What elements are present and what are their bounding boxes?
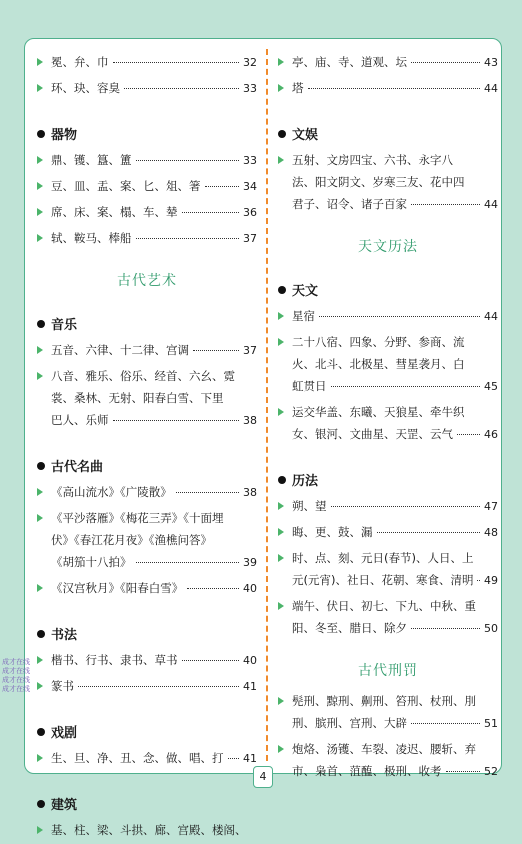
watermark-text: 成才在线 [2,685,30,693]
category-title: 历法 [292,474,319,489]
dot-leader [176,492,239,493]
section-heading: 天文历法 [358,239,418,255]
toc-entry-text: 五射、文房四宝、六书、永字八 [292,153,453,167]
toc-entry[interactable] [37,577,257,600]
toc-entry[interactable] [278,690,498,735]
toc-entry-text: 炮烙、汤镬、车裂、凌迟、腰斩、弃 [292,742,476,756]
dot-leader [446,771,481,772]
category-title: 天文 [292,284,319,299]
toc-entry-text: 冕、弁、巾 [51,55,109,69]
category-heading [278,470,498,489]
dot-leader [113,62,240,63]
dot-leader [477,580,480,581]
dot-leader [331,386,481,387]
triangle-bullet-icon [278,697,284,705]
toc-page-number: 33 [243,154,257,167]
category-heading [278,280,498,299]
toc-entry-text: 基、柱、梁、斗拱、廊、宫殿、楼阁、 [51,823,247,837]
dot-leader [113,420,240,421]
toc-entry[interactable] [37,339,257,362]
triangle-bullet-icon [278,528,284,536]
dot-leader [193,350,239,351]
toc-entry-text: 《高山流水》《广陵散》 [51,485,172,499]
toc-page-number: 44 [484,198,498,211]
toc-entry-text: 时、点、刻、元日(春节)、人日、上 [292,551,474,565]
toc-entry[interactable] [37,175,257,198]
toc-page-number: 51 [484,717,498,730]
category-title: 书法 [51,628,78,643]
toc-page-number: 36 [243,206,257,219]
toc-entry-text: 端午、伏日、初七、下九、中秋、重 [292,599,476,613]
category-heading [37,794,257,813]
triangle-bullet-icon [278,312,284,320]
toc-entry-text: 虹贯日 [292,379,327,393]
toc-entry[interactable] [278,738,498,783]
toc-page-number: 44 [484,82,498,95]
dot-leader [205,186,240,187]
toc-entry[interactable] [278,547,498,592]
toc-left-column [37,51,257,844]
toc-entry-text: 楷书、行书、隶书、草书 [51,653,178,667]
triangle-bullet-icon [278,554,284,562]
toc-entry[interactable] [37,649,257,672]
toc-entry[interactable] [37,819,257,841]
dot-leader [377,532,481,533]
toc-entry-text: 朔、望 [292,499,327,513]
toc-page-number: 37 [243,344,257,357]
toc-entry-text: 鼎、镬、簋、簠 [51,153,132,167]
toc-entry-text: 市、枭首、菹醢、极刑、收考 [292,764,442,778]
triangle-bullet-icon [37,234,43,242]
toc-entry[interactable] [37,51,257,74]
category-heading [278,124,498,143]
toc-entry-text: 法、阳文阴文、岁寒三友、花中四 [292,175,465,189]
toc-right-column [278,51,498,786]
category-heading [37,456,257,475]
toc-entry[interactable] [278,331,498,398]
toc-entry[interactable] [278,595,498,640]
triangle-bullet-icon [37,514,43,522]
dot-leader [331,506,481,507]
section-heading: 古代刑罚 [358,663,418,679]
toc-entry-text: 火、北斗、北极星、彗星袭月、白 [292,357,465,371]
dot-leader [319,316,480,317]
toc-page-number: 41 [243,752,257,765]
triangle-bullet-icon [37,488,43,496]
toc-entry[interactable] [37,507,257,574]
toc-entry-text: 二十八宿、四象、分野、参商、流 [292,335,465,349]
dot-leader [411,628,480,629]
toc-entry-text: 环、玦、容臭 [51,81,120,95]
toc-entry-text: 晦、更、鼓、漏 [292,525,373,539]
toc-page-number: 52 [484,765,498,778]
toc-entry[interactable] [37,747,257,770]
triangle-bullet-icon [37,754,43,762]
toc-entry[interactable] [37,201,257,224]
dot-leader [182,212,240,213]
category-title: 文娱 [292,128,319,143]
category-heading [37,722,257,741]
toc-entry[interactable] [37,77,257,100]
toc-entry-text: 星宿 [292,309,315,323]
toc-page-number: 34 [243,180,257,193]
toc-panel [24,38,502,837]
dot-leader [411,62,480,63]
triangle-bullet-icon [278,745,284,753]
triangle-bullet-icon [278,338,284,346]
triangle-bullet-icon [37,182,43,190]
category-title: 建筑 [51,798,78,813]
toc-page-number: 40 [243,654,257,667]
toc-entry-text: 元(元宵)、社日、花朝、寒食、清明 [292,573,474,587]
toc-entry-text: 君子、诏令、诸子百家 [292,197,407,211]
triangle-bullet-icon [37,346,43,354]
toc-entry[interactable] [278,495,498,518]
watermark-stamp [2,658,36,694]
toc-entry-text: 巴人、乐师 [51,413,109,427]
bullet-icon [37,462,45,470]
toc-page-number: 41 [243,680,257,693]
category-heading [37,314,257,333]
dot-leader [308,88,481,89]
triangle-bullet-icon [37,826,43,834]
toc-page-number: 32 [243,56,257,69]
toc-entry-text: 八音、雅乐、俗乐、经首、六幺、霓 [51,369,235,383]
toc-entry[interactable] [278,521,498,544]
toc-entry[interactable] [37,675,257,698]
toc-entry[interactable] [278,51,498,74]
toc-entry-text: 运交华盖、东曦、天狼星、牵牛织 [292,405,465,419]
dot-leader [457,434,480,435]
triangle-bullet-icon [37,84,43,92]
category-title: 音乐 [51,318,78,333]
toc-page-number: 47 [484,500,498,513]
toc-entry-text: 席、床、案、榻、车、辇 [51,205,178,219]
toc-page-number: 48 [484,526,498,539]
toc-page-number: 38 [243,486,257,499]
toc-entry-text: 刑、膑刑、宫刑、大辟 [292,716,407,730]
toc-page-number: 44 [484,310,498,323]
column-divider [266,49,268,761]
toc-page-number: 46 [484,428,498,441]
triangle-bullet-icon [37,58,43,66]
watermark-text: 成才在线 [2,667,30,675]
triangle-bullet-icon [278,602,284,610]
toc-page-number: 40 [243,582,257,595]
toc-entry[interactable] [278,149,498,216]
dot-leader [187,588,239,589]
triangle-bullet-icon [278,156,284,164]
section-heading: 古代艺术 [117,273,177,289]
dot-leader [136,238,240,239]
category-title: 器物 [51,128,78,143]
bullet-icon [278,476,286,484]
triangle-bullet-icon [37,372,43,380]
toc-entry-text: 篆书 [51,679,74,693]
dot-leader [136,562,240,563]
triangle-bullet-icon [37,156,43,164]
bullet-icon [37,320,45,328]
bullet-icon [278,286,286,294]
triangle-bullet-icon [37,656,43,664]
toc-entry-text: 五音、六律、十二律、宫调 [51,343,189,357]
page-number: 4 [253,766,273,788]
toc-entry-text: 裳、桑林、无射、阳春白雪、下里 [51,391,224,405]
triangle-bullet-icon [278,84,284,92]
dot-leader [78,686,239,687]
toc-entry[interactable] [37,149,257,172]
toc-page-number: 33 [243,82,257,95]
toc-page-number: 50 [484,622,498,635]
category-title: 戏剧 [51,726,78,741]
bullet-icon [37,630,45,638]
toc-entry[interactable] [278,77,498,100]
dot-leader [411,204,480,205]
bullet-icon [278,130,286,138]
toc-entry[interactable] [37,365,257,432]
toc-page-number: 49 [484,574,498,587]
bullet-icon [37,800,45,808]
dot-leader [411,723,480,724]
category-heading [37,124,257,143]
toc-entry-text: 《胡笳十八拍》 [51,555,132,569]
toc-entry[interactable] [37,227,257,250]
toc-page-number: 43 [484,56,498,69]
triangle-bullet-icon [278,408,284,416]
triangle-bullet-icon [278,502,284,510]
toc-entry-text: 生、旦、净、丑、念、做、唱、打 [51,751,224,765]
toc-page-number: 37 [243,232,257,245]
triangle-bullet-icon [37,584,43,592]
toc-entry[interactable] [37,481,257,504]
category-heading [37,624,257,643]
toc-entry-text: 伏》《春江花月夜》《渔樵问答》 [51,533,212,547]
toc-entry-text: 《汉宫秋月》《阳春白雪》 [51,581,184,595]
toc-entry-text: 亭、庙、寺、道观、坛 [292,55,407,69]
dot-leader [182,660,240,661]
toc-page-number: 38 [243,414,257,427]
toc-entry-text: 女、银河、文曲星、天罡、云气 [292,427,453,441]
dot-leader [124,88,239,89]
toc-entry-text: 阳、冬至、腊日、除夕 [292,621,407,635]
toc-page-number: 45 [484,380,498,393]
toc-entry[interactable] [278,401,498,446]
watermark-text: 成才在线 [2,658,30,666]
toc-entry-text: 髡刑、黥刑、劓刑、笞刑、杖刑、刖 [292,694,476,708]
toc-entry-text: 《平沙落雁》《梅花三弄》《十面埋 [51,511,224,525]
toc-entry-text: 豆、皿、盂、案、匕、俎、箸 [51,179,201,193]
triangle-bullet-icon [278,58,284,66]
bullet-icon [37,728,45,736]
toc-entry[interactable] [278,305,498,328]
toc-page-number: 39 [243,556,257,569]
toc-entry-text: 塔 [292,81,304,95]
toc-entry-text: 轼、鞍马、棒船 [51,231,132,245]
triangle-bullet-icon [37,208,43,216]
watermark-text: 成才在线 [2,676,30,684]
dot-leader [136,160,240,161]
dot-leader [228,758,240,759]
triangle-bullet-icon [37,682,43,690]
bullet-icon [37,130,45,138]
category-title: 古代名曲 [51,460,104,475]
